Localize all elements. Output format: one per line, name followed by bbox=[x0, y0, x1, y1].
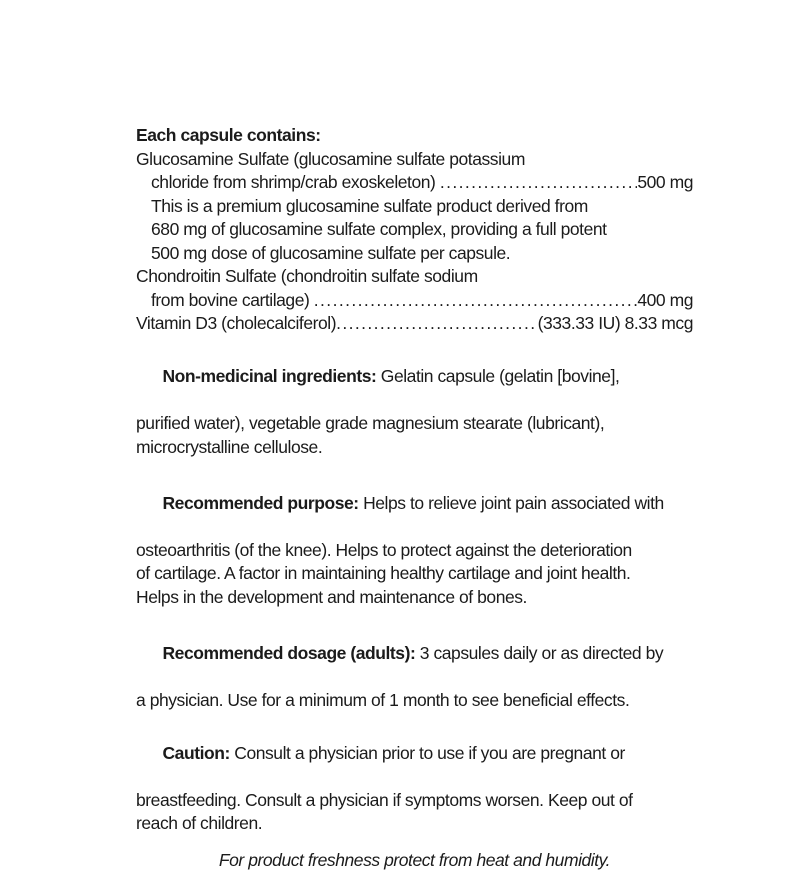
non-medicinal-text: Gelatin capsule (gelatin [bovine], bbox=[376, 366, 619, 386]
chondroitin-name-line: Chondroitin Sulfate (chondroitin sulfate sodium bbox=[136, 265, 693, 289]
recommended-dosage-text: a physician. Use for a minimum of 1 month to see beneficial effects. bbox=[136, 689, 693, 713]
non-medicinal-text: purified water), vegetable grade magnesium stearate (lubricant), bbox=[136, 412, 693, 436]
glucosamine-note-line: 500 mg dose of glucosamine sulfate per capsule. bbox=[136, 242, 693, 266]
caution-label: Caution: bbox=[162, 743, 229, 763]
recommended-dosage-paragraph bbox=[136, 618, 693, 712]
supplement-facts-label bbox=[136, 124, 693, 872]
non-medicinal-paragraph bbox=[136, 342, 693, 460]
vitamin-d3-amount-row bbox=[136, 312, 693, 336]
dots-leader bbox=[336, 312, 538, 336]
recommended-dosage-text: 3 capsules daily or as directed by bbox=[415, 643, 663, 663]
recommended-dosage-label: Recommended dosage (adults): bbox=[162, 643, 415, 663]
recommended-purpose-paragraph bbox=[136, 468, 693, 609]
recommended-purpose-text: Helps in the development and maintenance of bones. bbox=[136, 586, 693, 610]
label-heading: Each capsule contains: bbox=[136, 124, 693, 148]
non-medicinal-text: microcrystalline cellulose. bbox=[136, 436, 693, 460]
caution-text: reach of children. bbox=[136, 812, 693, 836]
caution-paragraph bbox=[136, 718, 693, 836]
chondroitin-amount-row bbox=[136, 289, 693, 313]
recommended-purpose-label: Recommended purpose: bbox=[162, 493, 358, 513]
caution-text: breastfeeding. Consult a physician if symptoms worsen. Keep out of bbox=[136, 789, 693, 813]
freshness-note: For product freshness protect from heat and humidity. bbox=[136, 849, 693, 872]
dots-leader bbox=[440, 171, 638, 195]
glucosamine-name-line: Glucosamine Sulfate (glucosamine sulfate potassium bbox=[136, 148, 693, 172]
glucosamine-source-text: chloride from shrimp/crab exoskeleton) bbox=[151, 171, 440, 195]
vitamin-d3-amount-value: (333.33 IU) 8.33 mcg bbox=[538, 312, 693, 336]
glucosamine-amount-row bbox=[136, 171, 693, 195]
caution-text: Consult a physician prior to use if you are pregnant or bbox=[230, 743, 625, 763]
recommended-purpose-text: of cartilage. A factor in maintaining healthy cartilage and joint health. bbox=[136, 562, 693, 586]
vitamin-d3-name-text: Vitamin D3 (cholecalciferol) bbox=[136, 312, 336, 336]
glucosamine-amount-value: 500 mg bbox=[637, 171, 693, 195]
non-medicinal-label: Non-medicinal ingredients: bbox=[162, 366, 376, 386]
dots-leader bbox=[314, 289, 638, 313]
glucosamine-note-line: 680 mg of glucosamine sulfate complex, providing a full potent bbox=[136, 218, 693, 242]
chondroitin-amount-value: 400 mg bbox=[637, 289, 693, 313]
recommended-purpose-text: Helps to relieve joint pain associated with bbox=[359, 493, 664, 513]
recommended-purpose-text: osteoarthritis (of the knee). Helps to protect against the deterioration bbox=[136, 539, 693, 563]
chondroitin-source-text: from bovine cartilage) bbox=[151, 289, 314, 313]
glucosamine-note-line: This is a premium glucosamine sulfate product derived from bbox=[136, 195, 693, 219]
